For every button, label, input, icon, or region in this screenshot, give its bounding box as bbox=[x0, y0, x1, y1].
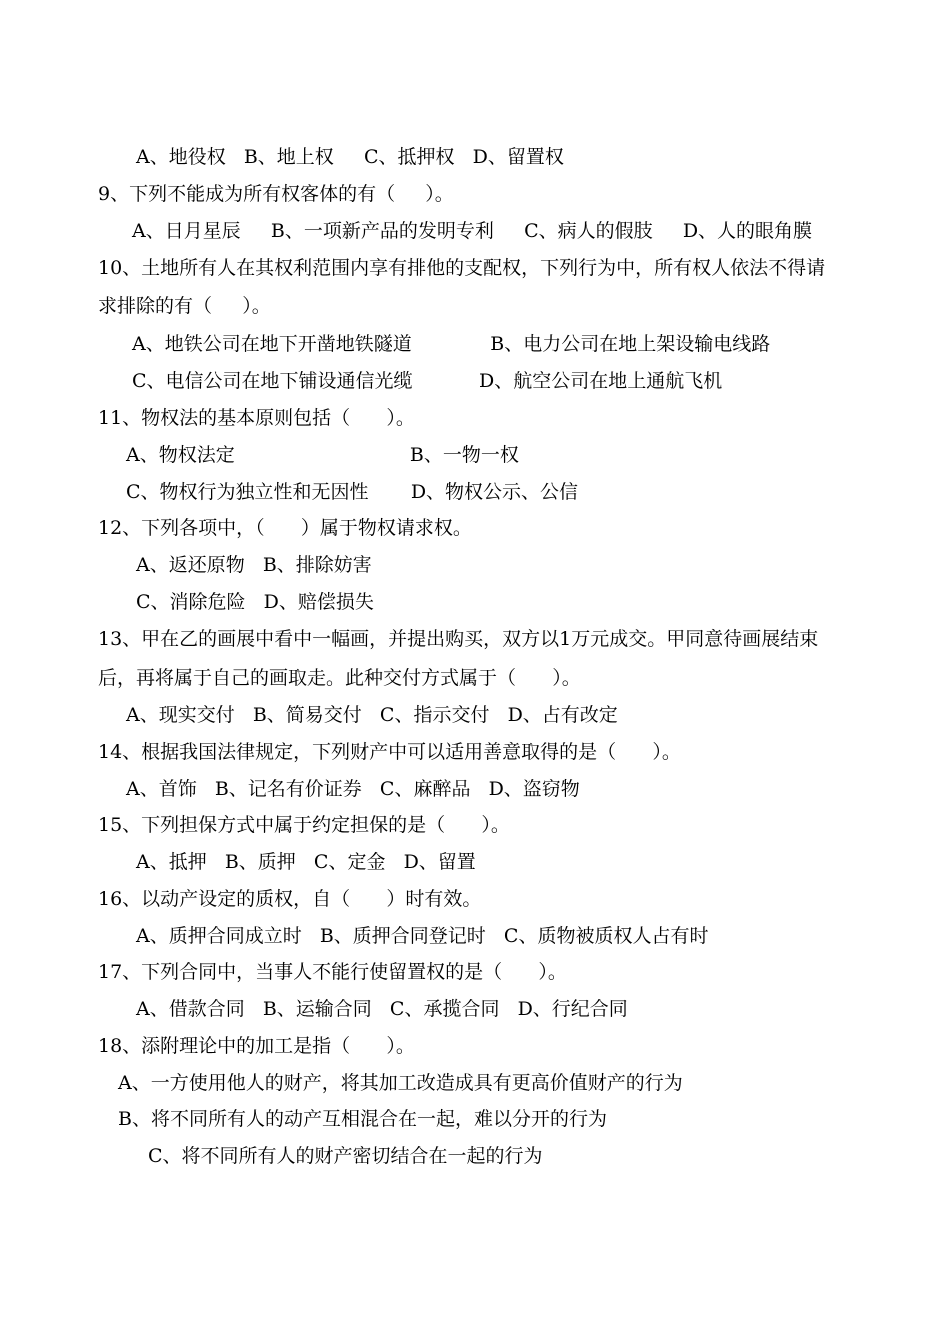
q12-options-line-2: C、消除危险 D、赔偿损失 bbox=[136, 591, 374, 613]
q10-options-line-1: A、地铁公司在地下开凿地铁隧道 B、电力公司在地上架设输电线路 bbox=[132, 333, 771, 355]
q12-question-line: 12、下列各项中，（ ）属于物权请求权。 bbox=[98, 517, 472, 539]
q11-question-line: 11、物权法的基本原则包括（ ）。 bbox=[98, 407, 415, 429]
q14-options-line: A、首饰 B、记名有价证券 C、麻醉品 D、盗窃物 bbox=[126, 778, 580, 800]
q17-options-line: A、借款合同 B、运输合同 C、承揽合同 D、行纪合同 bbox=[136, 998, 628, 1020]
q15-question-line: 15、下列担保方式中属于约定担保的是（ ）。 bbox=[98, 814, 510, 836]
q18-question-line: 18、添附理论中的加工是指（ ）。 bbox=[98, 1035, 415, 1057]
q13-question-line-2: 后，再将属于自己的画取走。此种交付方式属于（ ）。 bbox=[98, 667, 581, 689]
q10-question-line-1: 10、土地所有人在其权利范围内享有排他的支配权，下列行为中，所有权人依法不得请 bbox=[98, 257, 826, 279]
q16-options-line: A、质押合同成立时 B、质押合同登记时 C、质物被质权人占有时 bbox=[136, 925, 709, 947]
q10-options-line-2: C、电信公司在地下铺设通信光缆 D、航空公司在地上通航飞机 bbox=[132, 370, 723, 392]
q18-option-b: B、将不同所有人的动产互相混合在一起，难以分开的行为 bbox=[118, 1108, 607, 1130]
q18-option-c: C、将不同所有人的财产密切结合在一起的行为 bbox=[148, 1145, 543, 1167]
q11-options-line-1: A、物权法定 B、一物一权 bbox=[126, 444, 519, 466]
q9-options-line: A、日月星辰 B、一项新产品的发明专利 C、病人的假肢 D、人的眼角膜 bbox=[132, 220, 813, 242]
q18-option-a: A、一方使用他人的财产，将其加工改造成具有更高价值财产的行为 bbox=[118, 1072, 683, 1094]
q14-question-line: 14、根据我国法律规定，下列财产中可以适用善意取得的是（ ）。 bbox=[98, 741, 681, 763]
q10-question-line-2: 求排除的有（ ）。 bbox=[98, 295, 271, 317]
q13-options-line: A、现实交付 B、简易交付 C、指示交付 D、占有改定 bbox=[126, 704, 618, 726]
q17-question-line: 17、下列合同中，当事人不能行使留置权的是（ ）。 bbox=[98, 961, 567, 983]
q8-options-line: A、地役权 B、地上权 C、抵押权 D、留置权 bbox=[136, 146, 564, 168]
q12-options-line-1: A、返还原物 B、排除妨害 bbox=[136, 554, 372, 576]
q15-options-line: A、抵押 B、质押 C、定金 D、留置 bbox=[136, 851, 476, 873]
q9-question-line: 9、下列不能成为所有权客体的有（ ）。 bbox=[98, 183, 454, 205]
q16-question-line: 16、以动产设定的质权，自（ ）时有效。 bbox=[98, 888, 482, 910]
q11-options-line-2: C、物权行为独立性和无因性 D、物权公示、公信 bbox=[126, 481, 579, 503]
q13-question-line-1: 13、甲在乙的画展中看中一幅画，并提出购买，双方以1万元成交。甲同意待画展结束 bbox=[98, 628, 819, 650]
